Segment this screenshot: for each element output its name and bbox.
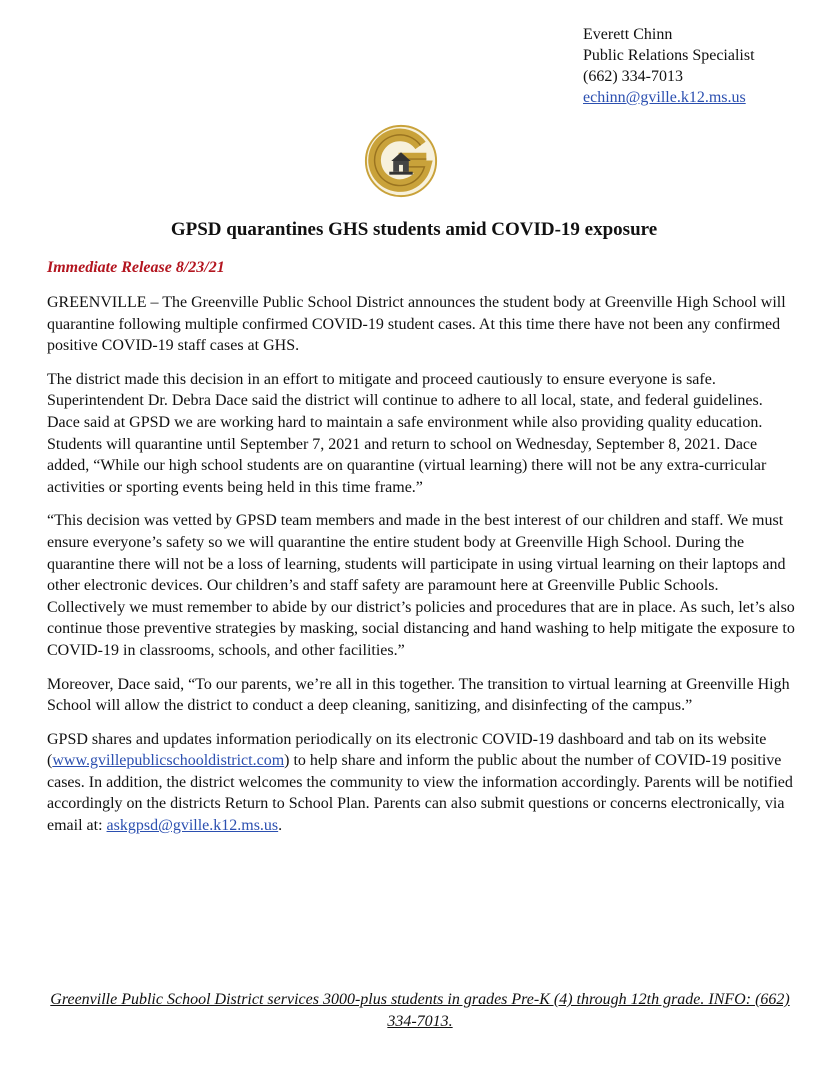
article-body: [47, 292, 797, 849]
paragraph-quote: “This decision was vetted by GPSD team members and made in the best interest of our children and staff. We must ensure everyone’s safety so we will quarantine the entire student body at Greenville High School. During the quarantine there will not be a loss of learning, students will participate in using virtual learning on their laptops and other electronic devices. Our children’s and staff safety are paramount here at Greenville Public Schools. Collectively we must remember to abide by our district’s policies and procedures that are in place. As such, let’s also continue those preventive strategies by masking, social distancing and hand washing to help mitigate the exposure to COVID-19 in classrooms, schools, and other facilities.”: [47, 512, 795, 659]
dashboard-text-2: ) to help share and inform the public about the number of COVID-19 positive cases. In addition, the district welcomes the community to view the information accordingly. Parents will be notified accordingly on the districts Return to School Plan. Parents can also submit questions or concerns electronically, via email at:: [47, 752, 793, 835]
release-date: Immediate Release 8/23/21: [47, 259, 225, 276]
website-link[interactable]: www.gvillepublicschooldistrict.com: [52, 752, 285, 770]
questions-email-link[interactable]: askgpsd@gville.k12.ms.us: [106, 817, 279, 835]
contact-email-link[interactable]: echinn@gville.k12.ms.us: [583, 89, 746, 106]
contact-phone: (662) 334-7013: [583, 68, 683, 85]
contact-block: [583, 24, 755, 108]
paragraph-parents: Moreover, Dace said, “To our parents, we’re all in this together. The transition to virtual learning at Greenville High School will allow the district to conduct a deep cleaning, sanitizing, and disinfecting of the campus.”: [47, 675, 790, 715]
paragraph-decision: The district made this decision in an effort to mitigate and proceed cautiously to ensure everyone is safe. Superintendent Dr. Debra Dace said the district will continue to adhere to all local, state, and federal guidelines. Dace said at GPSD we are working hard to maintain a safe environment while also providing quality education. Students will quarantine until September 7, 2021 and return to school on Wednesday, September 8, 2021. Dace added, “While our high school students are on quarantine (virtual learning) there will not be any extra-curricular activities or sporting events being held in this time frame.”: [47, 370, 767, 496]
paragraph-intro: GREENVILLE – The Greenville Public School District announces the student body at Greenville High School will quarantine following multiple confirmed COVID-19 student cases. At this time there have not been any confirmed positive COVID-19 staff cases at GHS.: [47, 294, 786, 355]
page-title: GPSD quarantines GHS students amid COVID-19 exposure: [170, 219, 658, 240]
dashboard-text-1: GPSD shares and updates information periodically on its electronic COVID-19 dashboard and tab on its website (: [47, 730, 767, 770]
district-logo: [362, 122, 440, 200]
footer-note: Greenville Public School District services 3000-plus students in grades Pre-K (4) through 12th grade. INFO: (662) 334-7013.: [50, 991, 790, 1030]
contact-name: Everett Chinn: [583, 26, 673, 43]
contact-title: Public Relations Specialist: [583, 47, 755, 64]
dashboard-text-end: .: [278, 817, 283, 835]
paragraph-dashboard: [47, 729, 797, 837]
